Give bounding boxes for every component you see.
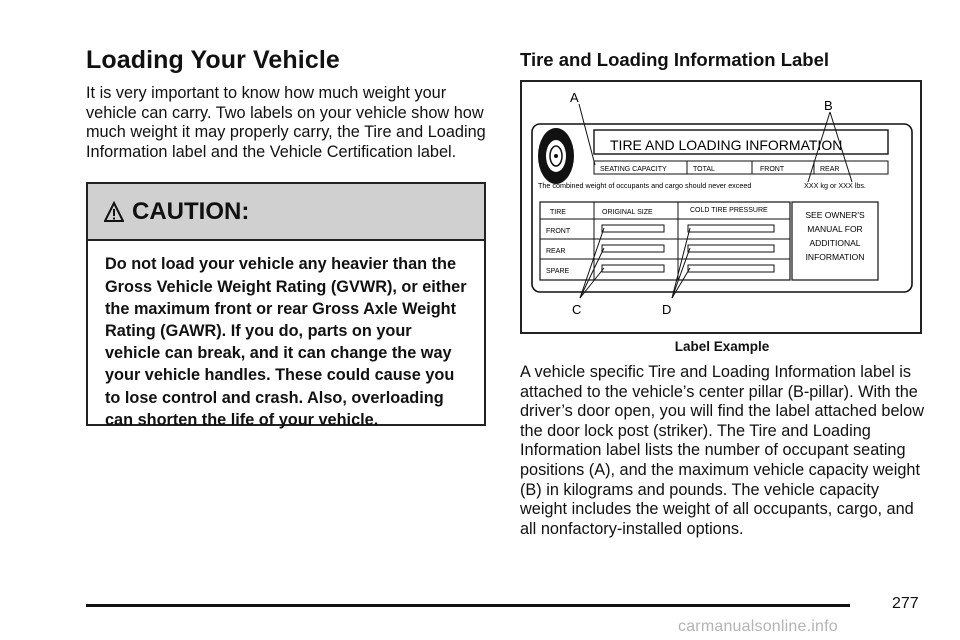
callout-c: C — [572, 302, 582, 317]
label-title: TIRE AND LOADING INFORMATION — [610, 137, 843, 153]
owners-manual-line-3: ADDITIONAL — [809, 238, 861, 248]
owners-manual-line-4: INFORMATION — [805, 252, 865, 262]
callout-d: D — [662, 302, 672, 317]
callout-b: B — [824, 98, 833, 113]
caution-title: CAUTION: — [132, 197, 250, 225]
owners-manual-line-1: SEE OWNER'S — [805, 210, 865, 220]
caution-box — [86, 182, 486, 429]
callout-a: A — [570, 90, 579, 105]
table-row-rear: REAR — [546, 248, 566, 255]
right-column — [520, 48, 924, 539]
tire-icon — [538, 128, 574, 184]
body-paragraph: A vehicle specific Tire and Loading Information label is attached to the vehicle’s center pillar (B-pillar). With the driver’s door open, you will find the label attached below the door lock post (striker). The Tire and Loading Information label lists the number of occupant seating positions (A), and the maximum vehicle capacity weight (B) in kilograms and pounds. The vehicle capacity weight includes the weight of all occupants, cargo, and all nonfactory-installed options. — [520, 363, 924, 538]
watermark-text: carmanualsonline.info — [678, 618, 838, 635]
weight-value: XXX kg or XXX lbs. — [804, 181, 866, 190]
warning-triangle-icon — [104, 201, 124, 223]
intro-paragraph: It is very important to know how much weight your vehicle can carry. Two labels on your vehicle show how much weight it may properly carry, the Tire and Loading Information label and the Vehicle Certification label. — [86, 84, 486, 161]
owners-manual-line-2: MANUAL FOR — [807, 224, 863, 234]
subsection-heading: Tire and Loading Information Label — [520, 49, 830, 70]
table-row-front: FRONT — [546, 228, 571, 235]
total-label: TOTAL — [693, 166, 715, 173]
page-number: 277 — [892, 595, 919, 612]
label-example-figure — [520, 80, 922, 334]
figure-caption: Label Example — [674, 339, 770, 354]
left-column — [86, 44, 490, 429]
caution-header — [88, 184, 484, 241]
table-header-cold-tire-pressure: COLD TIRE PRESSURE — [690, 207, 768, 214]
footer-rule — [86, 604, 850, 607]
callout-a-leader — [579, 104, 595, 165]
caution-text: Do not load your vehicle any heavier than the Gross Vehicle Weight Rating (GVWR), or either the maximum front or rear Gross Axle Weight Rating (GAWR). If you do, parts on your vehicle can break, and it can change the way your vehicle handles. These could cause you to lose control and crash. Also, overloading can shorten the life of your vehicle. — [105, 255, 467, 429]
seating-capacity-label: SEATING CAPACITY — [600, 166, 667, 173]
table-row-spare: SPARE — [546, 268, 570, 275]
table-header-original-size: ORIGINAL SIZE — [602, 209, 653, 216]
section-heading: Loading Your Vehicle — [86, 46, 340, 74]
combined-weight-text: The combined weight of occupants and cargo should never exceed — [538, 181, 752, 190]
front-label: FRONT — [760, 166, 785, 173]
label-illustration — [522, 82, 920, 332]
table-header-tire: TIRE — [550, 209, 566, 216]
rear-label: REAR — [820, 166, 840, 173]
